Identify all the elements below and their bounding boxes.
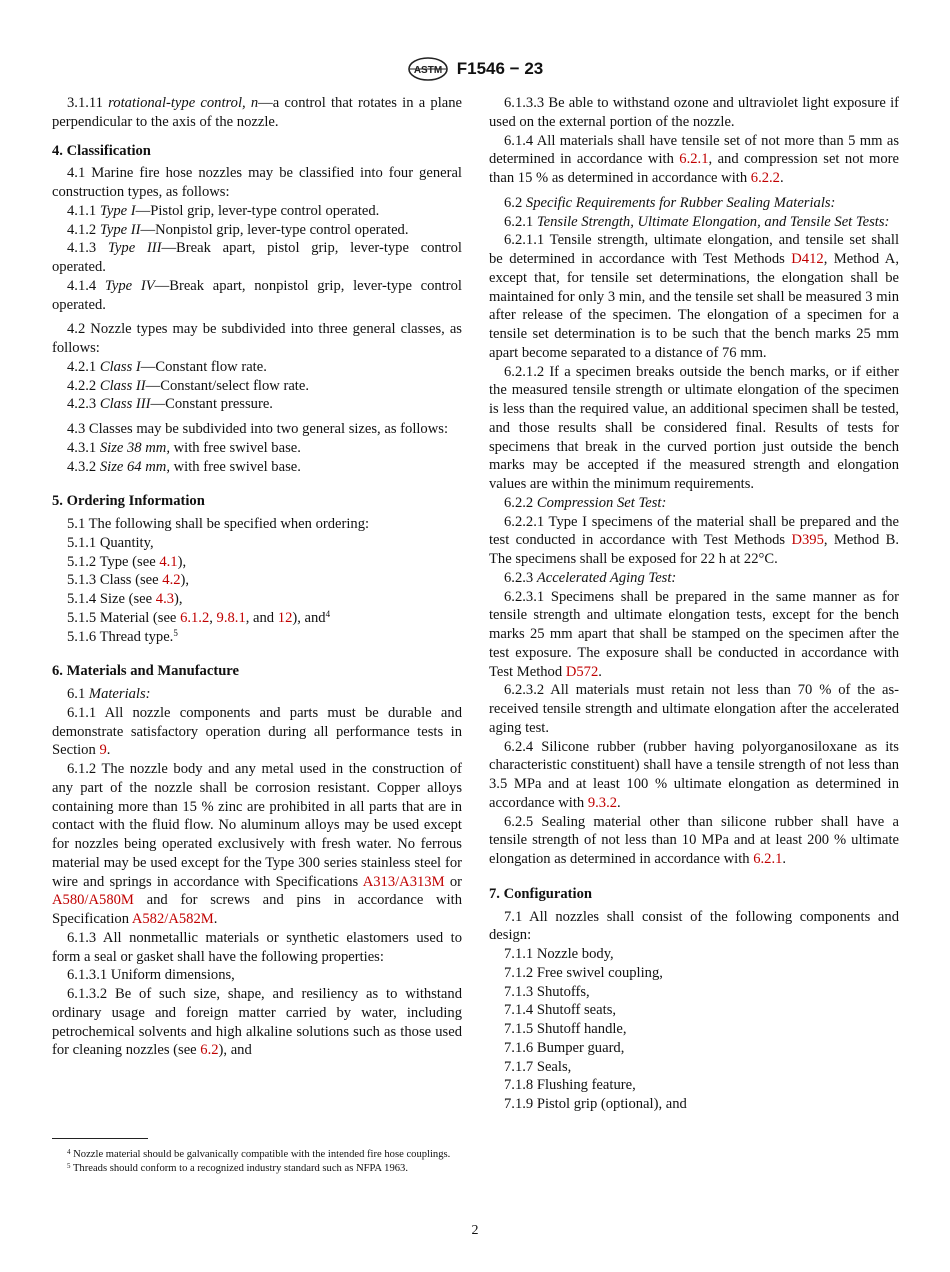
ref-a580-link[interactable]: A580/A580M [52,892,134,909]
para-6-2-1-2: 6.2.1.2 If a specimen breaks outside the bench marks, or if either the measured tensile strength or ultimate elongation of the specimen is less than the required value, an additional specimen shall be tested, and those results shall be considered final. Results of tests for specimens that break in the curved portion just outside the bench marks may be accepted if the measured strength and elongation values are within the minimum requirements. [489,363,899,492]
para-3-1-11: 3.1.11 rotational-type control, n—a control that rotates in a plane perpendicular to the axis of the nozzle. [52,95,463,130]
list-item: 7.1.7 Seals, [504,1058,572,1075]
ref-4-2-link[interactable]: 4.2 [162,572,181,589]
para-6-1: 6.1 Materials: [67,686,151,702]
para-4-3: 4.3 Classes may be subdivided into two general sizes, as follows: [67,421,448,437]
para-5-1-1: 5.1.1 Quantity, [67,534,154,551]
ref-d412-link[interactable]: D412 [791,251,824,267]
ref-4-1-link[interactable]: 4.1 [159,553,178,570]
footnotes [52,1148,462,1175]
footnote-5-marker[interactable]: 5 [173,627,178,638]
para-4-1-4: 4.1.4 Type IV—Break apart, nonpistol grip, lever-type control operated. [52,277,462,313]
para-6-2-5: 6.2.5 Sealing material other than silicone rubber shall have a tensile strength of not less than 10 MPa and at least 200 % ultimate elongation as determined in accordance with 6.2.1. [489,813,899,867]
ref-6-2-1-link[interactable]: 6.2.1 [679,151,709,168]
para-6-2-3-1: 6.2.3.1 Specimens shall be prepared in the same manner as for tensile strength and ultimate elongation tests, except for the bench marks 25 mm apart that shall be stamped on the specimen after the test exposure. The exposure shall be conducted in accordance with Test Method D572. [489,588,899,680]
section-6-heading: 6. Materials and Manufacture [52,663,239,680]
para-6-2-4: 6.2.4 Silicone rubber (rubber having polyorganosiloxane as its characteristic constituent) shall have a tensile strength of not less than 3.5 MPa and at least 100 % ultimate elongation as determined in accordance with 9.3.2. [489,738,899,811]
document-id: F1546 − 23 [456,59,544,78]
para-6-1-1: 6.1.1 All nozzle components and parts must be durable and demonstrate satisfactory operation during all performance tests in Section 9. [52,704,462,759]
para-5-1-3: 5.1.3 Class (see 4.2), [67,572,190,589]
footnote-4-marker[interactable]: 4 [325,608,331,619]
ref-9-link[interactable]: 9 [99,742,107,759]
para-4-3-2: 4.3.2 Size 64 mm, with free swivel base. [67,458,301,475]
footnote-divider [52,1138,148,1139]
para-6-2-3-2: 6.2.3.2 All materials must retain not less than 70 % of the as-received tensile strength and ultimate elongation after the accelerated aging test. [489,682,899,736]
para-6-1-3-2: 6.1.3.2 Be of such size, shape, and resiliency as to withstand ordinary usage and foreign matter carried by water, including petrochemical solvents and high alkaline solutions such as those used for cleaning nozzles (see 6.2), and [52,986,462,1059]
para-6-1-3-3: 6.1.3.3 Be able to withstand ozone and ultraviolet light exposure if used on the external portion of the nozzle. [489,95,899,130]
left-column [52,94,462,1060]
para-6-2-2-1: 6.2.2.1 Type I specimens of the material shall be prepared and the test conducted in accordance with Test Methods D395, Method B. The specimens shall be exposed for 22 h at 22°C. [489,513,899,567]
list-item: 7.1.4 Shutoff seats, [504,1002,617,1019]
para-6-2-1: 6.2.1 Tensile Strength, Ultimate Elongation, and Tensile Set Tests: [504,213,890,230]
section-5-heading: 5. Ordering Information [52,493,205,510]
para-6-1-3: 6.1.3 All nonmetallic materials or synthetic elastomers used to form a seal or gasket shall have the following properties: [52,929,462,965]
ref-6-2-2-link[interactable]: 6.2.2 [750,170,780,186]
para-4-2-3: 4.2.3 Class III—Constant pressure. [67,396,273,413]
list-item: 7.1.6 Bumper guard, [504,1039,625,1056]
list-item: 7.1.8 Flushing feature, [504,1077,636,1094]
ref-9-8-1-link[interactable]: 9.8.1 [216,609,246,626]
right-column [489,94,899,1114]
ref-d395-link[interactable]: D395 [791,532,824,549]
para-4-1-3: 4.1.3 Type III—Break apart, pistol grip, lever-type control operated. [52,240,462,275]
para-4-2-1: 4.2.1 Class I—Constant flow rate. [67,358,267,375]
para-6-2: 6.2 Specific Requirements for Rubber Sealing Materials: [504,194,836,211]
ref-6-2-1-link-2[interactable]: 6.2.1 [753,851,783,867]
astm-logo-icon [407,57,449,81]
para-5-1-4: 5.1.4 Size (see 4.3), [67,591,183,607]
para-6-1-2: 6.1.2 The nozzle body and any metal used in the construction of any part of the nozzle shall be corrosion resistant. Copper alloys containing more than 15 % zinc are prohibited in all parts that are in contact with the fluid flow. No aluminum alloys may be used except for nozzles being operated exclusively with fresh water. No ferrous material may be used except for the Type 300 series stainless steel for wire and springs in accordance with Specifications A313/A313M or A580/A580M and for screws and pins in accordance with Specification A582/A582M. [52,761,462,927]
para-5-1: 5.1 The following shall be specified when ordering: [67,516,370,532]
ref-12-link[interactable]: 12 [277,609,293,626]
ref-4-3-link[interactable]: 4.3 [155,591,175,607]
para-6-1-3-1: 6.1.3.1 Uniform dimensions, [67,967,235,984]
list-item: 7.1.2 Free swivel coupling, [504,964,663,981]
list-item: 7.1.5 Shutoff handle, [504,1021,627,1037]
para-6-2-1-1: 6.2.1.1 Tensile strength, ultimate elongation, and tensile set shall be determined in accordance with Test Methods D412, Method A, except that, for tensile set determinations, the elongation shall be maintained for only 3 min, and the tensile set shall be measured 3 min after release of the specimen. The elongation of a specimen for a tensile set determination is to be such that the bench marks 25 mm apart become separated to a distance of 76 mm. [489,232,899,361]
ref-6-1-2-link[interactable]: 6.1.2 [180,609,210,626]
page-header [0,57,950,83]
section-4-heading: 4. Classification [52,142,151,159]
para-4-2: 4.2 Nozzle types may be subdivided into three general classes, as follows: [52,321,462,356]
ref-a582-link[interactable]: A582/A582M [131,911,214,927]
para-4-1: 4.1 Marine fire hose nozzles may be classified into four general construction types, as follows: [52,165,462,200]
list-item: 7.1.3 Shutoffs, [504,983,590,1000]
ref-6-2-link[interactable]: 6.2 [200,1042,219,1059]
list-item: 7.1.1 Nozzle body, [504,946,614,962]
para-5-1-5: 5.1.5 Material (see 6.1.2, 9.8.1, and 12), and$^4$ [67,608,331,626]
para-4-2-2: 4.2.2 Class II—Constant/select flow rate. [67,377,309,394]
ref-d572-link[interactable]: D572 [565,663,599,680]
para-6-1-4: 6.1.4 All materials shall have tensile set of not more than 5 mm as determined in accordance with 6.2.1, and compression set not more than 15 % as determined in accordance with 6.2.2. [489,132,899,186]
footnote-4: $^4$ Nozzle material should be galvanically compatible with the intended fire hose couplings. [67,1148,451,1160]
para-4-1-1: 4.1.1 Type I—Pistol grip, lever-type control operated. [67,202,380,219]
para-6-2-3: 6.2.3 Accelerated Aging Test: [504,569,677,586]
section-7-heading: 7. Configuration [489,885,592,902]
para-4-3-1: 4.3.1 Size 38 mm, with free swivel base. [67,439,301,456]
logo-text: ASTM [413,65,442,76]
para-5-1-6: 5.1.6 Thread type.$^5$ [67,627,178,645]
para-6-2-2: 6.2.2 Compression Set Test: [504,494,667,511]
ref-a313-link[interactable]: A313/A313M [362,873,445,890]
para-4-1-2: 4.1.2 Type II—Nonpistol grip, lever-type control operated. [67,221,409,238]
page-number: 2 [471,1223,479,1238]
para-7-1: 7.1 All nozzles shall consist of the following components and design: [489,908,899,944]
ref-9-3-2-link[interactable]: 9.3.2 [587,794,618,811]
para-5-1-2: 5.1.2 Type (see 4.1), [67,553,187,570]
list-item: 7.1.9 Pistol grip (optional), and [504,1096,687,1112]
footnote-5: $^5$ Threads should conform to a recognized industry standard such as NFPA 1963. [67,1161,408,1174]
